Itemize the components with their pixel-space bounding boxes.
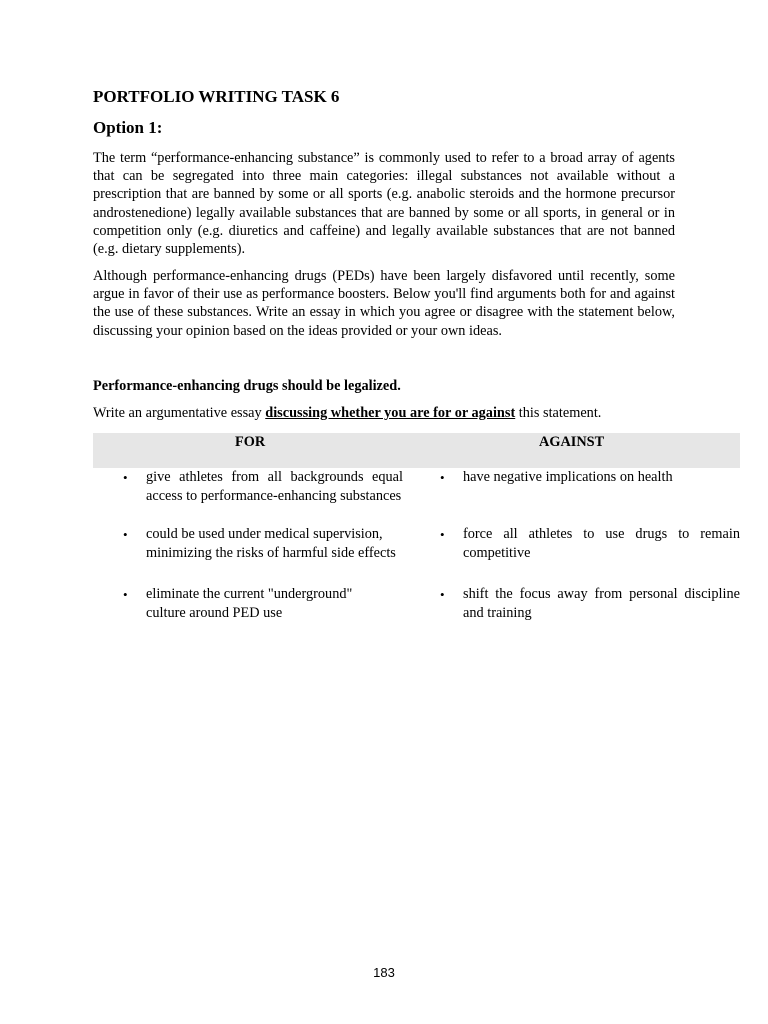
page-number: 183: [373, 965, 395, 980]
bullet-icon: •: [440, 527, 445, 542]
essay-statement: Performance-enhancing drugs should be legalized.: [93, 378, 401, 394]
against-column-header: AGAINST: [539, 434, 605, 450]
against-item: [440, 585, 740, 623]
instruction-text-end: this statement.: [515, 405, 602, 421]
for-item: [123, 525, 403, 563]
context-paragraph: Although performance-enhancing drugs (PEDs) have been largely disfavored until recently, some argue in favor of their use as performance boosters. Below you'll find arguments both for and against the use of these substances. Write an essay in which you agree or disagree with the statement below, discussing your opinion based on the ideas provided or your own ideas.: [93, 268, 675, 339]
page-title: PORTFOLIO WRITING TASK 6: [93, 87, 340, 106]
bullet-icon: •: [123, 470, 128, 485]
instruction-text-start: Write an argumentative essay: [93, 405, 266, 421]
arguments-table-header: [93, 433, 740, 468]
bullet-icon: •: [123, 587, 128, 602]
against-item-text: have negative implications on health: [463, 469, 673, 485]
for-item: [123, 468, 403, 506]
bullet-icon: •: [440, 470, 445, 485]
against-item: [440, 468, 740, 487]
intro-paragraph: The term “performance-enhancing substance” is commonly used to refer to a broad array of agents that can be segregated into three main categories: illegal substances not available without a prescription that are banned by some or all sports (e.g. anabolic steroids and the hormone precursor androstenedione) legally available substances that are banned by some or all sports, in general or in competition only (e.g. diuretics and caffeine) and legally available substances that are not banned (e.g. dietary supplements).: [93, 150, 675, 258]
essay-instruction: [93, 404, 601, 422]
instruction-emphasis: discussing whether you are for or against: [265, 405, 516, 421]
for-item-text: could be used under medical supervision, minimizing the risks of harmful side effects: [146, 526, 396, 561]
for-column-header: FOR: [235, 434, 266, 450]
for-item-text: eliminate the current "underground" culture around PED use: [146, 586, 353, 621]
bullet-icon: •: [440, 587, 445, 602]
for-item: [123, 585, 386, 623]
against-item: [440, 525, 740, 563]
option-heading: Option 1:: [93, 118, 163, 137]
bullet-icon: •: [123, 527, 128, 542]
against-item-text: shift the focus away from personal discipline and training: [463, 586, 740, 621]
for-item-text: give athletes from all backgrounds equal access to performance-enhancing substances: [146, 469, 403, 504]
against-item-text: force all athletes to use drugs to remain competitive: [463, 526, 740, 561]
